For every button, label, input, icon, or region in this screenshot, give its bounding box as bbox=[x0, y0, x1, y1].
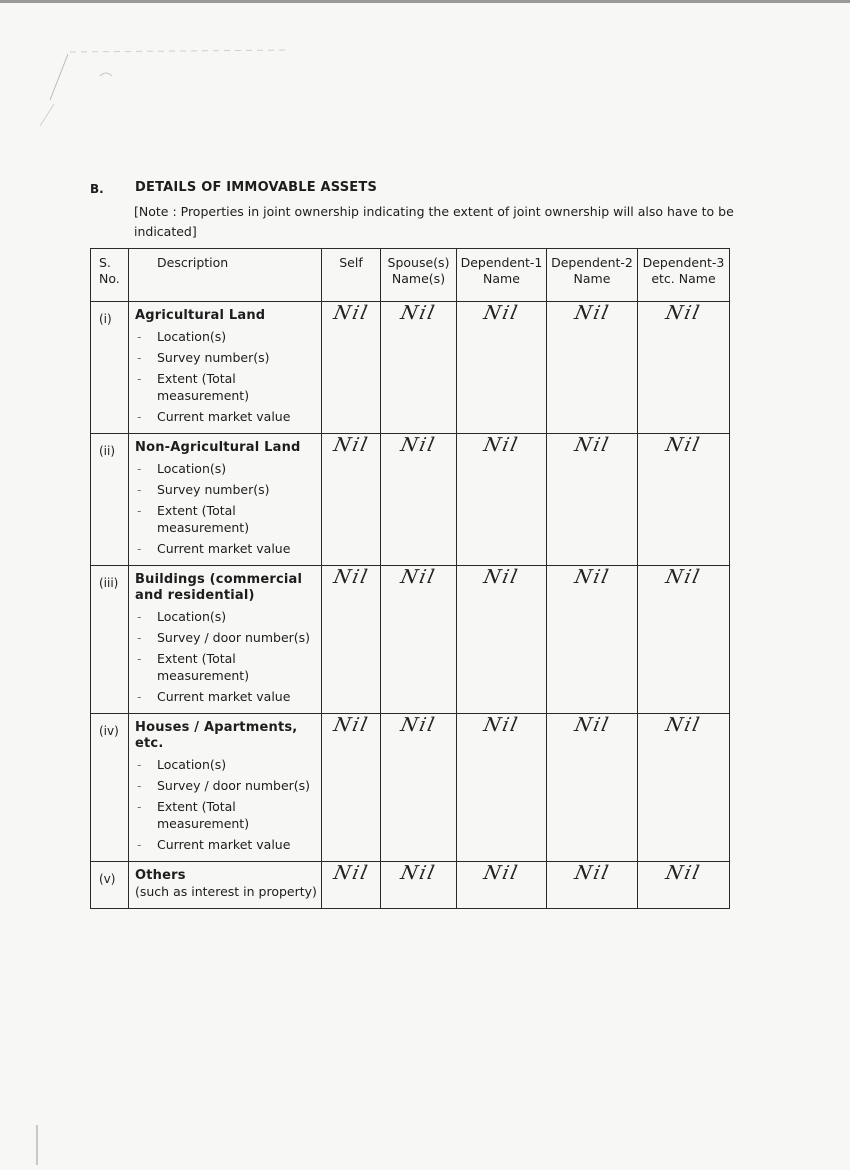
row-item: - Extent (Total measurement) bbox=[135, 650, 317, 684]
row-item: - Location(s) bbox=[135, 460, 317, 477]
row-sno: (iv) bbox=[91, 714, 129, 862]
cell-spouse: Nil bbox=[381, 434, 457, 566]
cell-dependent-1: Nil bbox=[457, 714, 547, 862]
header-sno: S. No. bbox=[91, 249, 129, 302]
cell-dependent-3: Nil bbox=[638, 566, 730, 714]
table-row bbox=[91, 566, 730, 714]
scan-noise-marks bbox=[40, 40, 300, 130]
cell-self: Nil bbox=[322, 302, 381, 434]
row-item: - Current market value bbox=[135, 688, 317, 705]
cell-self: Nil bbox=[322, 566, 381, 714]
row-sno: (i) bbox=[91, 302, 129, 434]
row-item: - Current market value bbox=[135, 540, 317, 557]
row-item: - Location(s) bbox=[135, 328, 317, 345]
cell-dependent-3: Nil bbox=[638, 302, 730, 434]
row-description bbox=[129, 434, 322, 566]
row-title: Buildings (commercial and residential) bbox=[135, 572, 303, 603]
header-description: Description bbox=[129, 249, 322, 302]
row-item: - Extent (Total measurement) bbox=[135, 502, 317, 536]
header-dependent-3: Dependent-3 etc. Name bbox=[638, 249, 730, 302]
cell-dependent-1: Nil bbox=[457, 862, 547, 909]
row-description bbox=[129, 302, 322, 434]
section-note: [Note : Properties in joint ownership indicating the extent of joint ownership will also have to be indicated] bbox=[134, 204, 734, 239]
cell-dependent-2: Nil bbox=[547, 714, 638, 862]
row-item: - Current market value bbox=[135, 836, 317, 853]
row-sno: (iii) bbox=[91, 566, 129, 714]
cell-dependent-2: Nil bbox=[547, 566, 638, 714]
row-description bbox=[129, 714, 322, 862]
table-row bbox=[91, 302, 730, 434]
row-subtitle: (such as interest in property) bbox=[135, 884, 317, 899]
cell-dependent-1: Nil bbox=[457, 566, 547, 714]
row-sno: (v) bbox=[91, 862, 129, 909]
cell-self: Nil bbox=[322, 714, 381, 862]
header-dependent-2: Dependent-2 Name bbox=[547, 249, 638, 302]
header-self: Self bbox=[322, 249, 381, 302]
section-letter: B. bbox=[90, 182, 104, 196]
row-item: - Location(s) bbox=[135, 608, 317, 625]
cell-dependent-1: Nil bbox=[457, 302, 547, 434]
section-title: DETAILS OF IMMOVABLE ASSETS bbox=[135, 180, 378, 195]
row-description bbox=[129, 862, 322, 909]
cell-dependent-3: Nil bbox=[638, 862, 730, 909]
cell-spouse: Nil bbox=[381, 714, 457, 862]
row-item: - Survey / door number(s) bbox=[135, 777, 317, 794]
row-title: Non-Agricultural Land bbox=[135, 440, 301, 455]
cell-dependent-2: Nil bbox=[547, 862, 638, 909]
cell-self: Nil bbox=[322, 862, 381, 909]
cell-dependent-1: Nil bbox=[457, 434, 547, 566]
row-title: Agricultural Land bbox=[135, 308, 266, 323]
cell-dependent-2: Nil bbox=[547, 302, 638, 434]
row-description bbox=[129, 566, 322, 714]
table-row bbox=[91, 434, 730, 566]
cell-spouse: Nil bbox=[381, 862, 457, 909]
row-item: - Survey number(s) bbox=[135, 349, 317, 366]
cell-spouse: Nil bbox=[381, 302, 457, 434]
header-row bbox=[91, 249, 730, 302]
row-item: - Location(s) bbox=[135, 756, 317, 773]
row-item: - Survey number(s) bbox=[135, 481, 317, 498]
row-item: - Extent (Total measurement) bbox=[135, 370, 317, 404]
cell-dependent-2: Nil bbox=[547, 434, 638, 566]
immovable-assets-table bbox=[90, 248, 730, 909]
row-sno: (ii) bbox=[91, 434, 129, 566]
row-item: - Extent (Total measurement) bbox=[135, 798, 317, 832]
row-item: - Current market value bbox=[135, 408, 317, 425]
header-spouse: Spouse(s) Name(s) bbox=[381, 249, 457, 302]
cell-dependent-3: Nil bbox=[638, 714, 730, 862]
table-row bbox=[91, 714, 730, 862]
scan-margin-mark bbox=[36, 1125, 38, 1165]
table-row bbox=[91, 862, 730, 909]
cell-dependent-3: Nil bbox=[638, 434, 730, 566]
row-title: Houses / Apartments, etc. bbox=[135, 720, 298, 751]
scan-top-edge bbox=[0, 0, 850, 3]
cell-self: Nil bbox=[322, 434, 381, 566]
header-dependent-1: Dependent-1 Name bbox=[457, 249, 547, 302]
cell-spouse: Nil bbox=[381, 566, 457, 714]
row-item: - Survey / door number(s) bbox=[135, 629, 317, 646]
row-title: Others bbox=[135, 868, 186, 883]
